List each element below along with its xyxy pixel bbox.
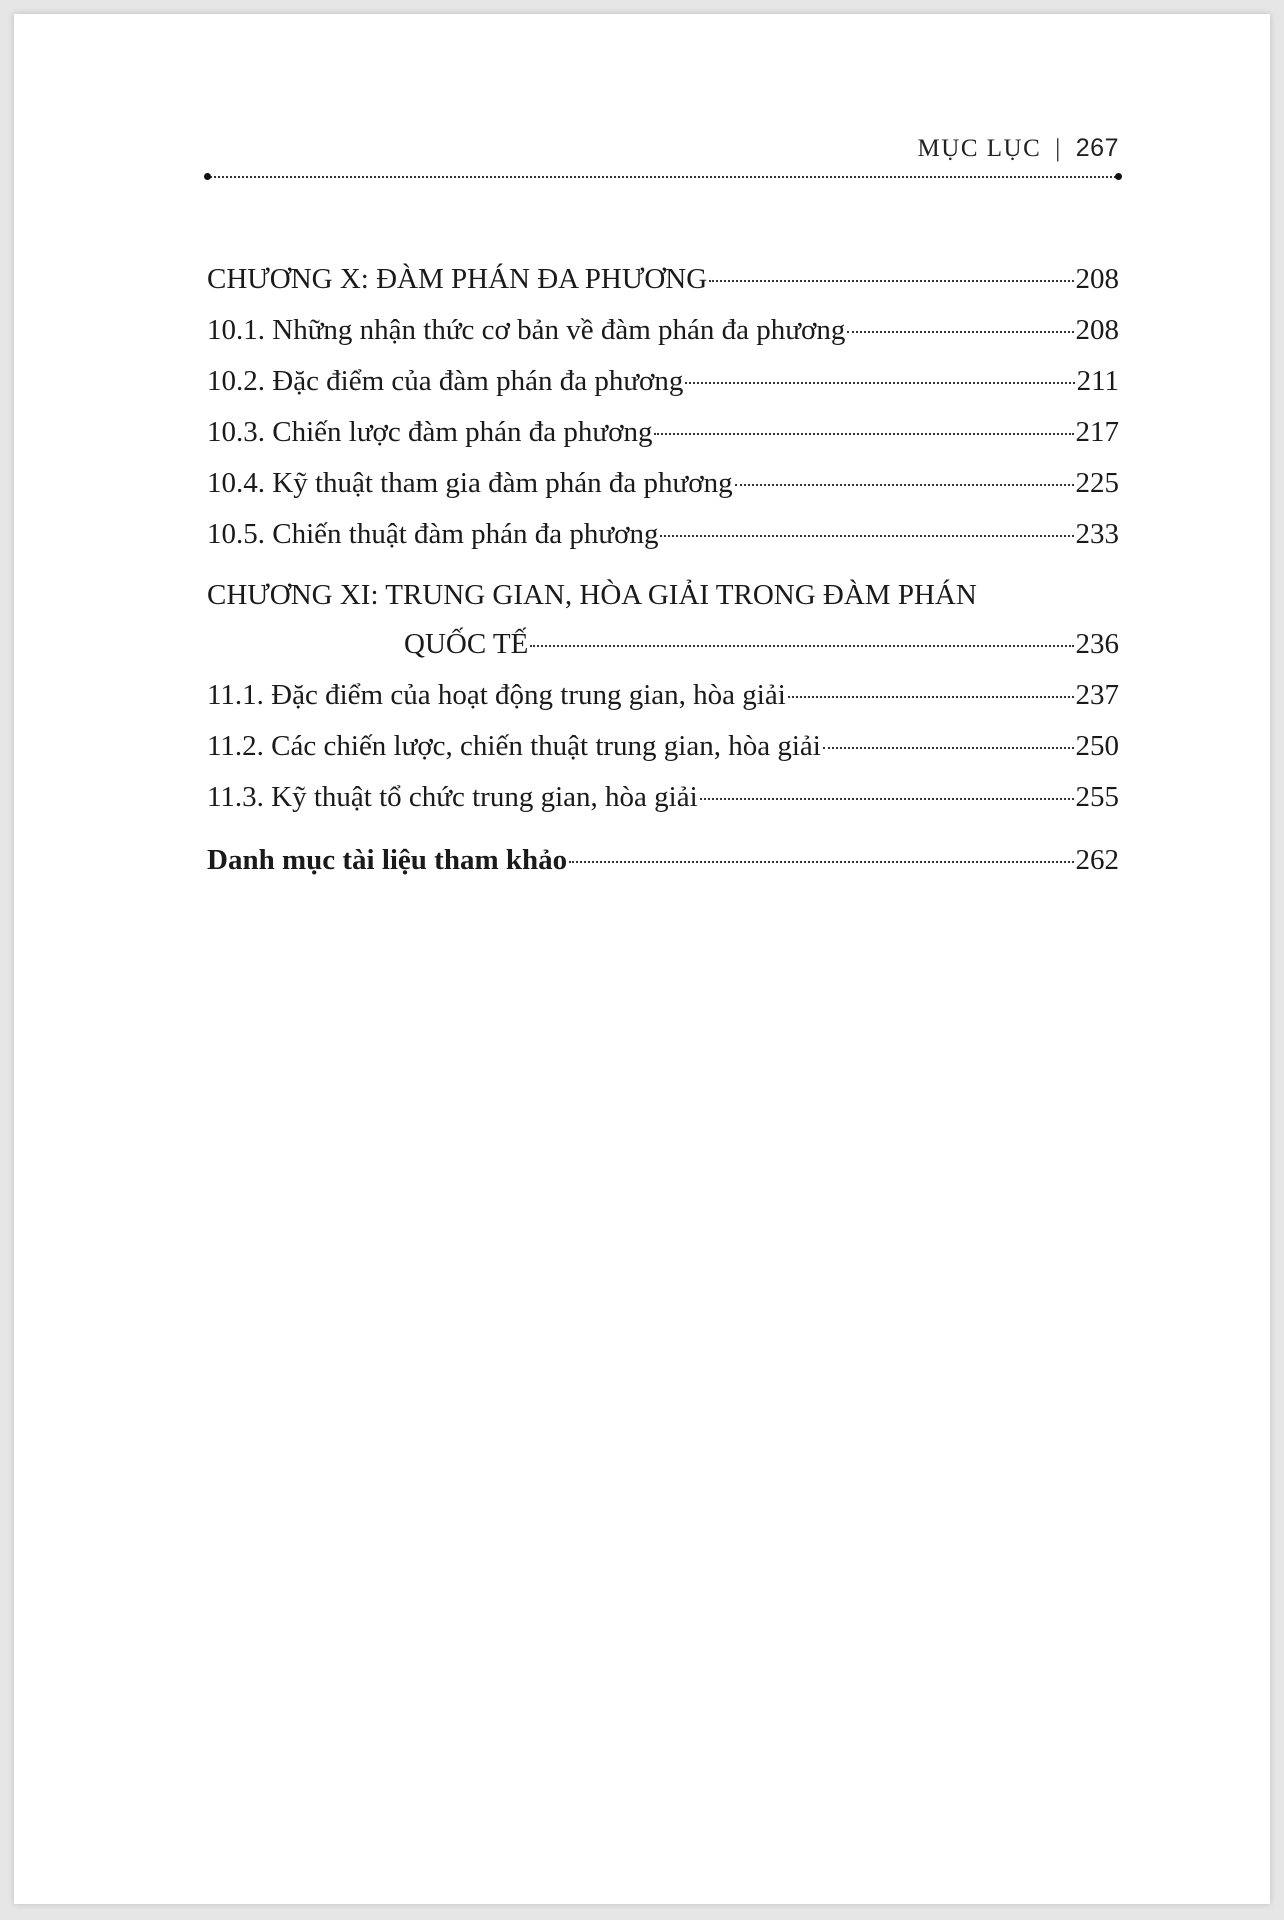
dot-leader: [700, 798, 1074, 800]
toc-page-number: 236: [1075, 628, 1119, 660]
toc-page-number: 233: [1075, 518, 1119, 550]
dot-leader: [847, 331, 1073, 333]
toc-item-label: 11.3. Kỹ thuật tổ chức trung gian, hòa giải: [207, 781, 698, 813]
running-header: [207, 134, 1119, 163]
dot-leader: [569, 861, 1073, 863]
toc-page-number: 208: [1075, 263, 1119, 295]
toc-item-10-2[interactable]: [207, 356, 1119, 407]
toc-item-11-3[interactable]: [207, 772, 1119, 823]
dot-leader: [709, 280, 1073, 282]
header-dotted-rule: [207, 176, 1119, 178]
toc-item-10-3[interactable]: [207, 407, 1119, 458]
dot-leader: [735, 484, 1074, 486]
header-separator: |: [1055, 135, 1062, 162]
toc-page-number: 255: [1075, 781, 1119, 813]
dot-leader: [823, 747, 1074, 749]
references-label: Danh mục tài liệu tham khảo: [207, 844, 568, 876]
toc-item-label: 10.1. Những nhận thức cơ bản về đàm phán đa phương: [207, 314, 846, 346]
dot-leader: [530, 645, 1073, 647]
section-title: MỤC LỤC: [917, 135, 1042, 162]
toc-chapter-10[interactable]: [207, 254, 1119, 305]
rule-end-dot-left: [204, 173, 211, 180]
toc-page-number: 208: [1075, 314, 1119, 346]
dot-leader: [660, 535, 1073, 537]
toc-page-number: 237: [1075, 679, 1119, 711]
dot-leader: [788, 696, 1074, 698]
toc-item-10-1[interactable]: [207, 305, 1119, 356]
toc-item-11-2[interactable]: [207, 721, 1119, 772]
toc-item-label: 10.4. Kỹ thuật tham gia đàm phán đa phương: [207, 467, 733, 499]
chapter-title: CHƯƠNG X: ĐÀM PHÁN ĐA PHƯƠNG: [207, 263, 708, 295]
dot-leader: [654, 433, 1073, 435]
chapter-title-continued: QUỐC TẾ: [404, 628, 529, 660]
toc-item-11-1[interactable]: [207, 670, 1119, 721]
toc-item-10-4[interactable]: [207, 458, 1119, 509]
chapter-title: CHƯƠNG XI: TRUNG GIAN, HÒA GIẢI TRONG ĐÀM PHÁN: [207, 579, 977, 611]
toc-item-label: 11.2. Các chiến lược, chiến thuật trung gian, hòa giải: [207, 730, 821, 762]
dot-leader: [685, 382, 1074, 384]
toc-page-number: 262: [1075, 844, 1119, 876]
toc-item-label: 11.1. Đặc điểm của hoạt động trung gian, hòa giải: [207, 679, 786, 711]
toc-item-label: 10.3. Chiến lược đàm phán đa phương: [207, 416, 653, 448]
page-number: 267: [1075, 134, 1119, 162]
toc-page-number: 211: [1076, 365, 1119, 397]
toc-page-number: 250: [1075, 730, 1119, 762]
table-of-contents: [207, 254, 1119, 886]
toc-item-label: 10.2. Đặc điểm của đàm phán đa phương: [207, 365, 684, 397]
toc-item-10-5[interactable]: [207, 509, 1119, 560]
rule-end-dot-right: [1115, 173, 1122, 180]
toc-chapter-11-title-line1[interactable]: [207, 572, 1119, 619]
toc-item-label: 10.5. Chiến thuật đàm phán đa phương: [207, 518, 659, 550]
toc-chapter-11-title-line2[interactable]: [207, 619, 1119, 670]
toc-page-number: 217: [1075, 416, 1119, 448]
toc-page-number: 225: [1075, 467, 1119, 499]
toc-references[interactable]: [207, 835, 1119, 886]
book-page: [14, 14, 1270, 1904]
